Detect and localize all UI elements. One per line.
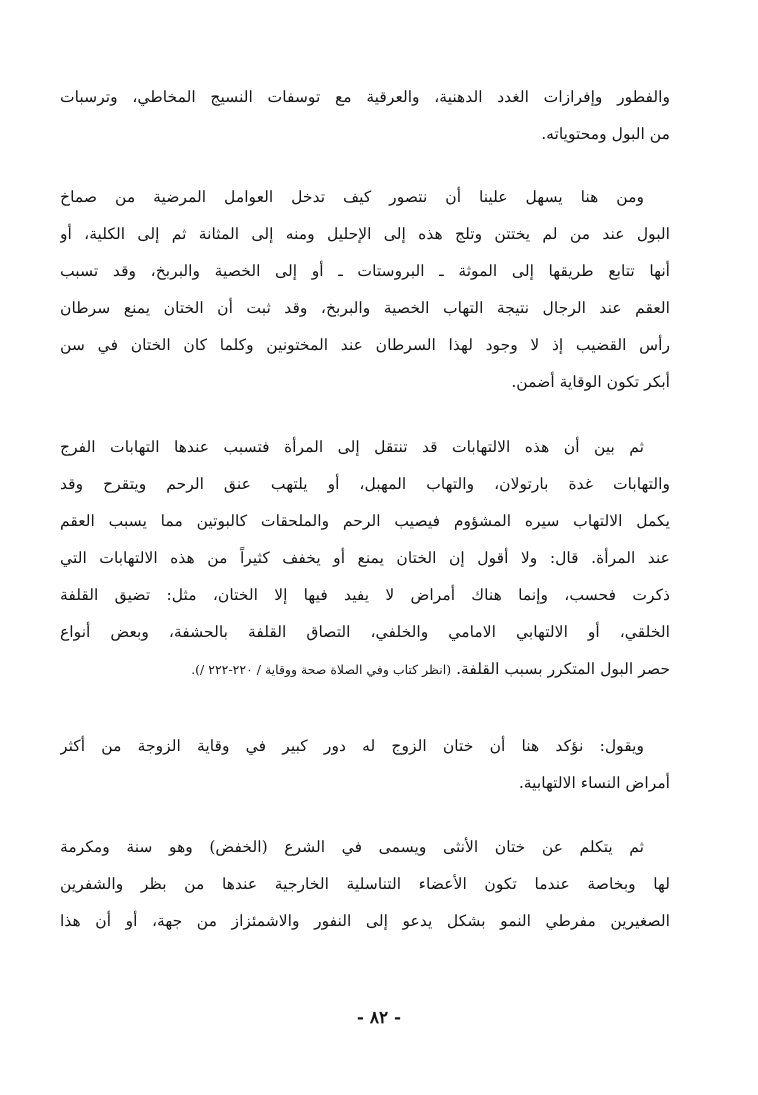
paragraph-5 <box>60 829 670 940</box>
paragraph-3 <box>60 429 670 688</box>
text-line: أمراض النساء الالتهابية. <box>518 774 670 792</box>
text-line: ثم يتكلم عن ختان الأنثى ويسمى في الشرع (الخفض) وهو سنة ومكرمة <box>60 838 644 856</box>
text-line: الصغيرين مفرطي النمو بشكل يدعو إلى النفور والاشمئزاز من جهة، أو أن هذا <box>60 912 670 930</box>
text-line: رأس القضيب إذ لا وجود لهذا السرطان عند المختونين وكلما كان الختان في سن <box>60 336 670 354</box>
text-line: من البول ومحتوياته. <box>541 125 670 143</box>
reference-citation: (انظر كتاب وفي الصلاة صحة ووقاية / ٢٢٠-٢٢٢ /). <box>191 662 452 677</box>
text-line <box>60 651 670 688</box>
text-line: والتهابات غدة بارتولان، والتهاب المهبل، أو يلتهب عنق الرحم ويتقرح وقد <box>60 475 670 493</box>
paragraph-2 <box>60 179 670 401</box>
text-line: ويقول: نؤكد هنا أن ختان الزوج له دور كبير في وقاية الزوجة من أكثر <box>60 737 644 755</box>
text-line: ثم بين أن هذه الالتهابات قد تنتقل إلى المرأة فتسبب عندها التهابات الفرج <box>60 438 644 456</box>
text-line: ومن هنا يسهل علينا أن نتصور كيف تدخل العوامل المرضية من صماخ <box>60 188 644 206</box>
text-line: العقم عند الرجال نتيجة التهاب الخصية والبربخ، وقد ثبت أن الختان يمنع سرطان <box>60 299 670 317</box>
page-number: - ٨٢ - <box>356 1008 402 1028</box>
text-line: البول عند من لم يختتن وتلج هذه إلى الإحليل ومنه إلى المثانة ثم إلى الكلية، أو <box>60 225 670 243</box>
text-line: ذكرت فحسب، وإنما هناك أمراض لا يفيد فيها إلا الختان، مثل: تضيق القلفة <box>60 586 670 604</box>
text-line: عند المرأة. قال: ولا أقول إن الختان يمنع أو يخفف كثيراً من هذه الالتهابات التي <box>60 549 670 567</box>
text-line: لها وبخاصة عندما تكون الأعضاء التناسلية الخارجية عندها من بظر والشفرين <box>60 875 670 893</box>
text-line-content: حصر البول المتكرر بسبب القلفة. <box>456 660 670 678</box>
text-line: الخلقي، أو الالتهابي الامامي والخلفي، التصاق القلفة بالحشفة، وبعض أنواع <box>60 623 670 641</box>
paragraph-4 <box>60 728 670 802</box>
paragraph-1 <box>60 79 670 153</box>
text-line: أنها تتابع طريقها إلى الموثة ـ البروستات ـ أو إلى الخصية والبربخ، وقد تسبب <box>60 262 670 280</box>
text-line: يكمل الالتهاب سيره المشؤوم فيصيب الرحم والملحقات كالبوتين مما يسبب العقم <box>60 512 670 530</box>
text-line: والفطور وإفرازات الغدد الدهنية، والعرقية مع توسفات النسيج المخاطي، وترسبات <box>60 88 670 106</box>
text-line: أبكر تكون الوقاية أضمن. <box>511 373 670 391</box>
